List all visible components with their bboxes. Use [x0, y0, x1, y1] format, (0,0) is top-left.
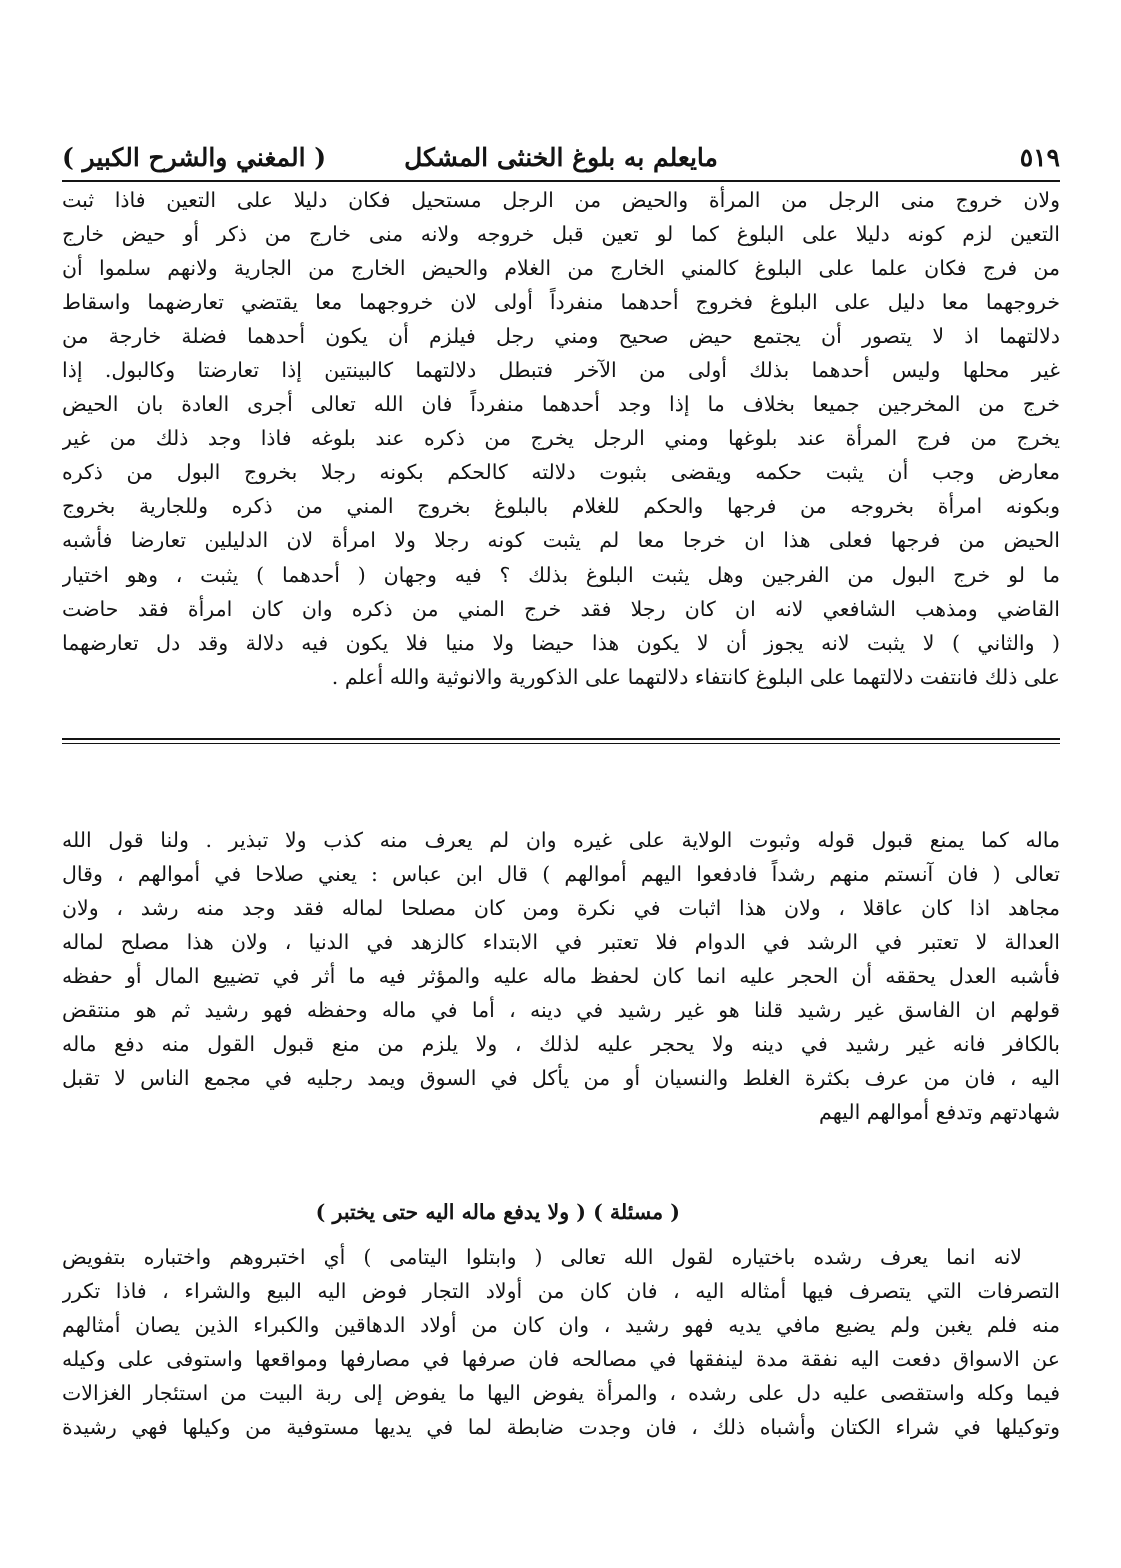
text-line: على ذلك فانتفت دلالتهما على البلوغ كانتفاء دلالتهما على الذكورية والانوثية والله أعلم . [331, 664, 1060, 689]
main-text-block [62, 183, 1060, 694]
commentary-text-block [62, 823, 1060, 1129]
text-line: تعالى ( فان آنستم منهم رشداً فادفعوا اليهم أموالهم ) قال ابن عباس : يعني صلاحا في أموالهم ، وقال [62, 862, 1060, 887]
text-line: من فرج فكان علما على البلوغ كالمني الخارج من الغلام والحيض الخارج من الجارية ولانهم سلموا أن [62, 256, 1060, 281]
page-header [62, 138, 1060, 178]
text-line: مجاهد اذا كان عاقلا ، ولان هذا اثبات في نكرة ومن كان مصلحا لماله فقد وجد منه رشد ، ولان [62, 896, 1060, 921]
text-line: دلالتهما اذ لا يتصور أن يجتمع حيض صحيح ومني رجل فيلزم أن يكون أحدهما فضلة خارجة من [62, 324, 1060, 349]
text-line: يخرج من فرج المرأة عند بلوغها ومني الرجل يخرج من ذكره عند بلوغه فاذا وجد ذلك من غير [62, 426, 1060, 451]
text-line: معارض وجب أن يثبت حكمه ويقضى بثبوت دلالته كالحكم بكونه رجلا بخروج البول من ذكره [62, 460, 1060, 485]
text-line: ماله كما يمنع قبول قوله وثبوت الولاية على غيره وان لم يعرف منه كذب ولا تبذير . ولنا قول الله [62, 828, 1060, 852]
text-line: شهادتهم وتدفع أموالهم اليهم [819, 1100, 1060, 1125]
text-line: القاضي ومذهب الشافعي لانه ان كان رجلا فقد خرج المني من ذكره وان كان امرأة فقد حاضت [62, 596, 1060, 621]
text-line: التعين لزم كونه دليلا على البلوغ كما لو تعين قبل خروجه ولانه منى خارج من ذكر أو حيض خارج [62, 222, 1060, 247]
text-line: ( والثاني ) لا يثبت لانه يجوز أن لا يكون هذا حيضا ولا منيا فلا يكون فيه دلالة وقد دل تعارضهما [62, 630, 1060, 655]
masala-heading: ( مسئلة ) ( ولا يدفع ماله اليه حتى يختبر ) [315, 1200, 680, 1224]
text-line: ما لو خرج البول من الفرجين وهل يثبت البلوغ بذلك ؟ فيه وجهان ( أحدهما ) يثبت ، وهو اختيار [62, 562, 1060, 587]
text-line: منه فلم يغبن ولم يضيع مافي يديه فهو رشيد ، وان كان من أولاد الدهاقين والكبراء الذين يصان أمثالهم [62, 1313, 1060, 1338]
divider-rule-thick [62, 738, 1060, 740]
text-line: غير محلها وليس أحدهما بذلك أولى من الآخر فتبطل دلالتهما كالبينتين إذا تعارضتا وكالبول. إذا [62, 358, 1060, 383]
text-line: عن الاسواق دفعت اليه نفقة مدة لينفقها في مصالحه فان صرفها في مصارفها ومواقعها واستوفى على وكيله [62, 1347, 1060, 1372]
text-line: ولان خروج منى الرجل من المرأة والحيض من الرجل مستحيل فكان دليلا على التعين فاذا ثبت [62, 188, 1060, 212]
section-divider [62, 738, 1060, 744]
text-line: اليه ، فان من عرف بكثرة الغلط والنسيان أو من يأكل في السوق ويمد رجليه في مجمع الناس لا تقبل [62, 1066, 1060, 1091]
commentary-text-block-2 [62, 1240, 1060, 1444]
text-line: الحيض من فرجها فعلى هذا ان خرجا معا لم يثبت كونه رجلا ولا امرأة لان الدليلين تعارضا فأشبه [62, 528, 1060, 553]
text-line: وتوكيلها في شراء الكتان وأشباه ذلك ، فان وجدت ضابطة لما في يديها مستوفية من وكيلها فهي رشيدة [62, 1415, 1060, 1440]
text-line: فأشبه العدل يحققه أن الحجر عليه انما كان لحفظ ماله عليه والمؤثر فيه ما أثر في تضييع المال أو حفظه [62, 964, 1060, 989]
divider-rule-thin [62, 743, 1060, 744]
text-line: خروجهما معا دليل على البلوغ فخروج أحدهما منفرداً أولى لان خروجهما معا يقتضي تعارضهما واسقاط [62, 290, 1060, 315]
text-line: قولهم ان الفاسق غير رشيد قلنا هو غير رشيد في دينه ، أما في ماله وحفظه فهو رشيد ثم هو منتقض [62, 998, 1060, 1023]
text-line: خرج من المخرجين جميعا بخلاف ما إذا وجد أحدهما منفرداً فان الله تعالى أجرى العادة بان الحيض [62, 392, 1060, 417]
book-title: ( المغني والشرح الكبير ) [62, 143, 327, 172]
text-line: فيما وكله واستقصى عليه دل على رشده ، والمرأة يفوض اليها ما يفوض إلى ربة البيت من استئجار الغزالات [62, 1381, 1060, 1406]
header-rule [62, 180, 1060, 182]
page-number: ٥١٩ [1019, 143, 1060, 172]
running-title: مايعلم به بلوغ الخنثى المشكل [404, 143, 718, 172]
text-line: التصرفات التي يتصرف فيها أمثاله اليه ، فان كان من أولاد التجار فوض اليه البيع والشراء ، فاذا تكرر [62, 1279, 1060, 1304]
text-line: بالكافر فانه غير رشيد في دينه ولا يحجر عليه لذلك ، ولا يلزم من منع قبول القول منه دفع ماله [62, 1032, 1060, 1057]
text-line: لانه انما يعرف رشده باختياره لقول الله تعالى ( وابتلوا اليتامى ) أي اختبروهم واختباره بتفويض [62, 1245, 1022, 1269]
text-line: وبكونه امرأة بخروجه من فرجها والحكم للغلام بالبلوغ بخروج المني من ذكره وللجارية بخروج [62, 494, 1060, 519]
text-line: العدالة لا تعتبر في الرشد في الدوام فلا تعتبر في الابتداء كالزهد في الدنيا ، ولان هذا مصلح لماله [62, 930, 1060, 955]
